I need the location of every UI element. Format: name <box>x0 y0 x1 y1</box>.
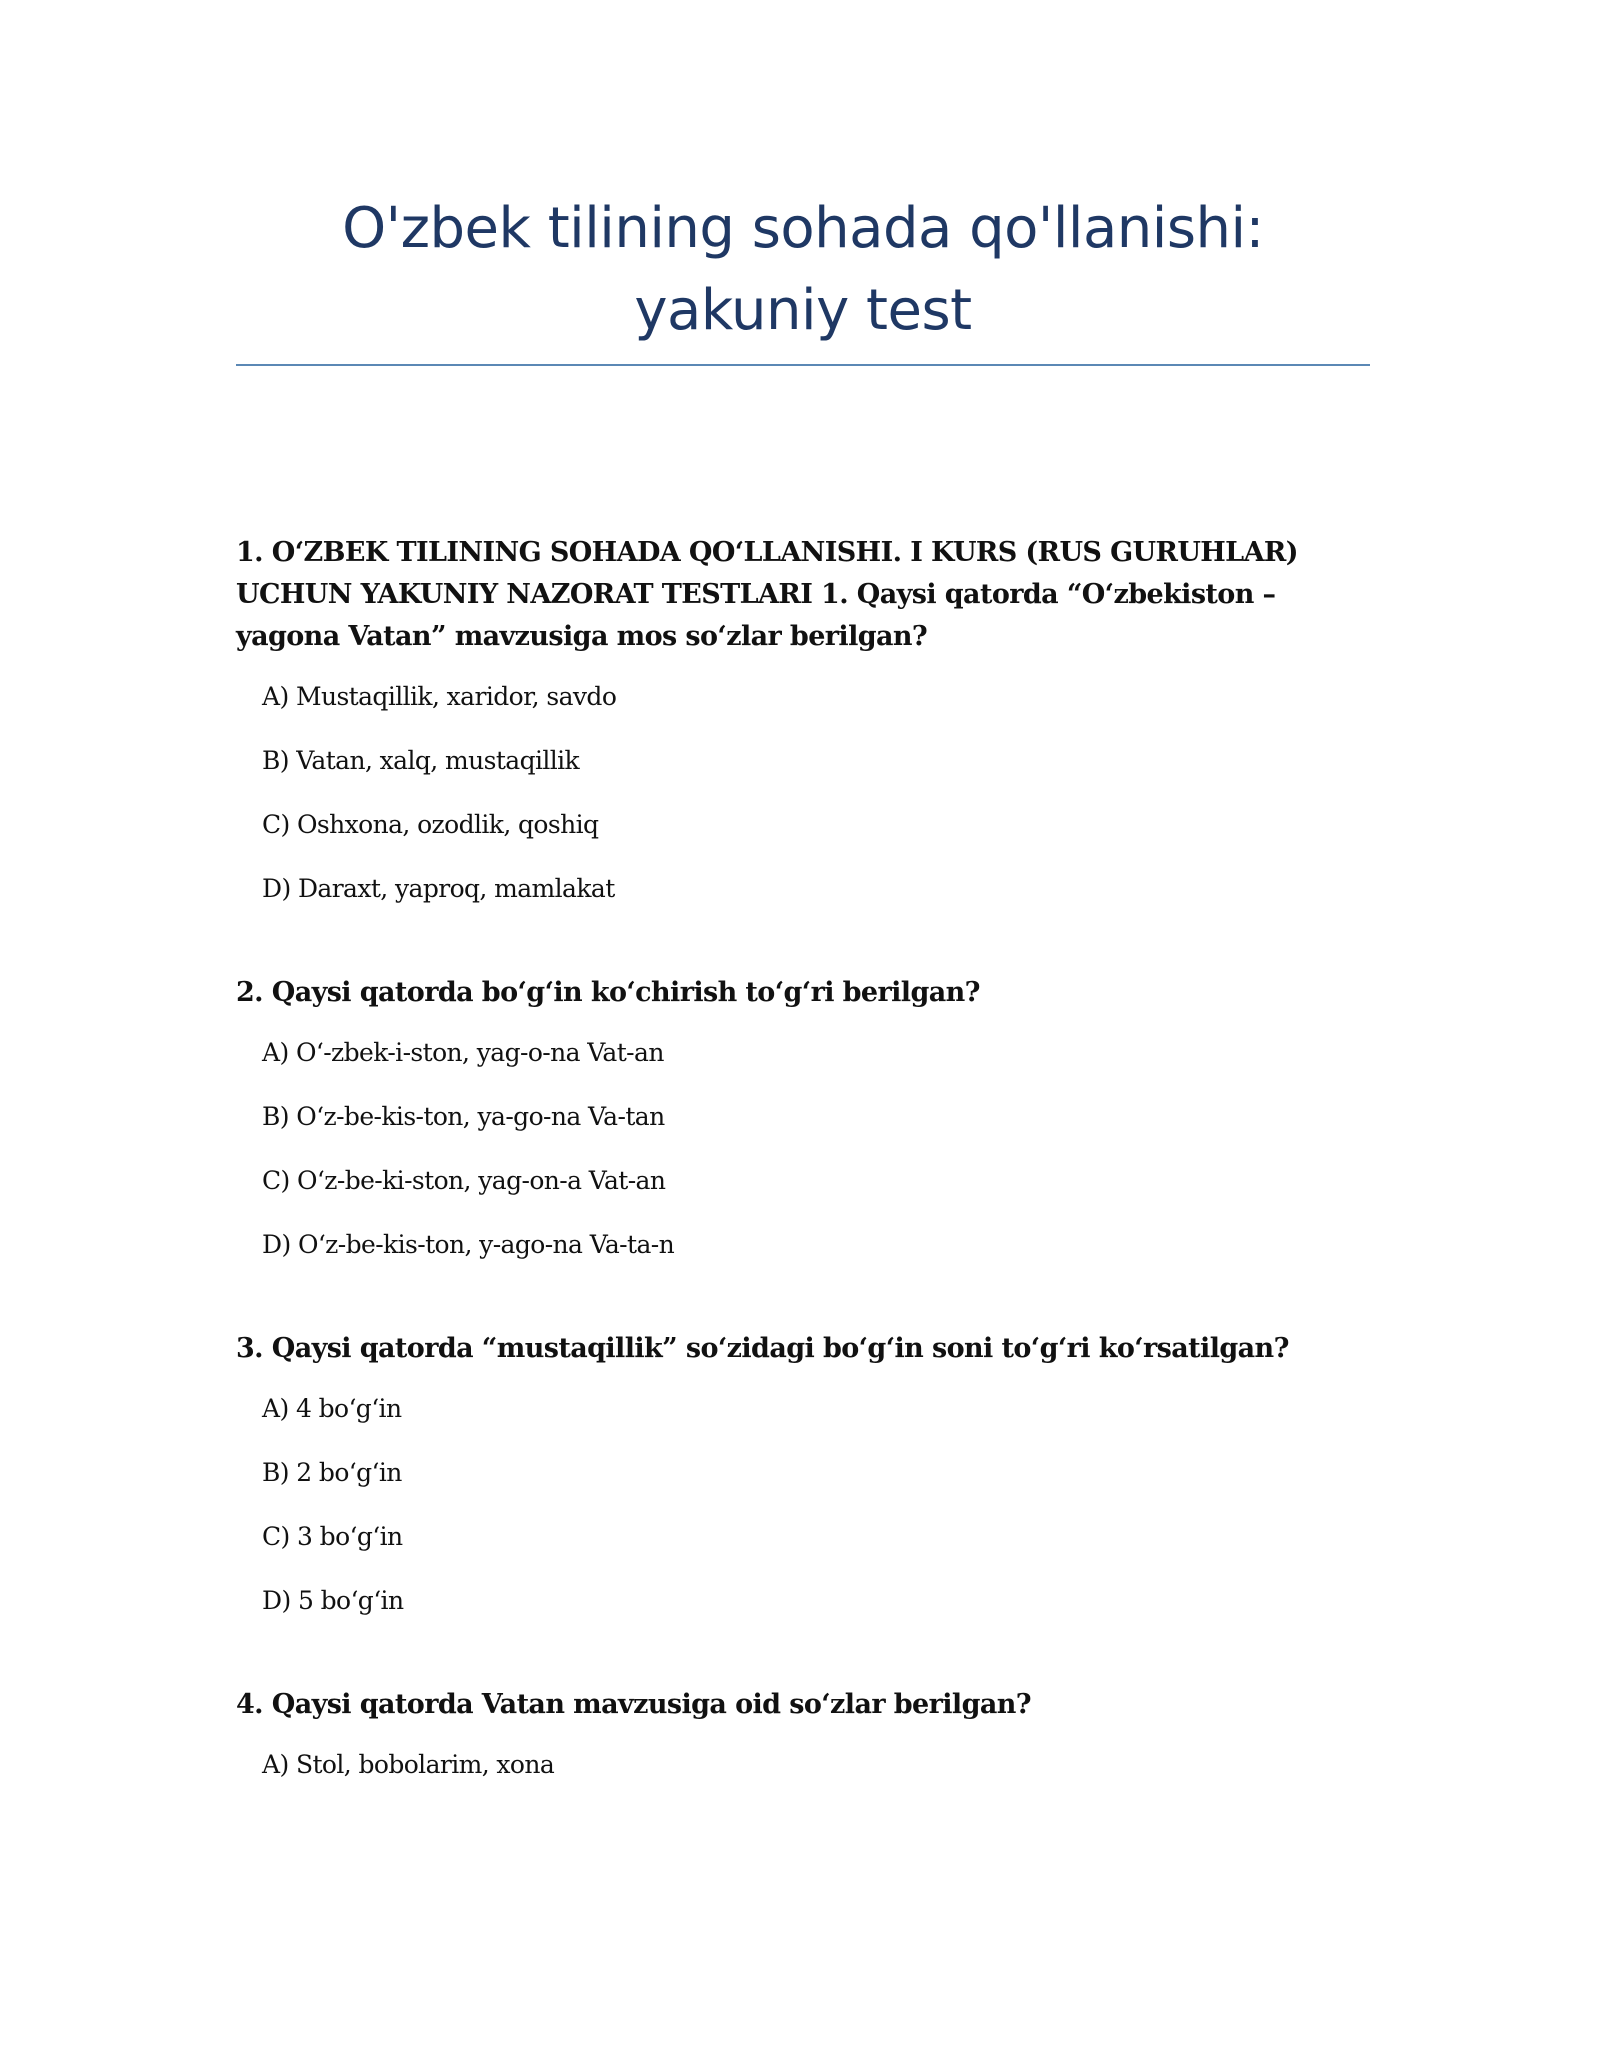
question-4-option-a: A) Stol, bobolarim, xona <box>262 1750 555 1779</box>
question-2 <box>236 972 1370 1266</box>
document-title <box>236 188 1370 352</box>
question-1-text: 1. O‘ZBEK TILINING SOHADA QO‘LLANISHI. I KURS (RUS GURUHLAR) UCHUN YAKUNIY NAZORAT TESTLARI 1. Qaysi qatorda “O‘zbekiston – yagona Vatan” mavzusiga mos so‘zlar berilgan? <box>236 537 1298 652</box>
question-3-options <box>236 1388 1370 1622</box>
question-3-option-c: C) 3 bo‘g‘in <box>262 1522 403 1551</box>
question-4-options <box>236 1744 1370 1786</box>
title-block <box>236 188 1370 352</box>
question-1 <box>236 532 1370 910</box>
document-title-line-2: yakuniy test <box>634 278 972 343</box>
question-2-option-a: A) O‘-zbek-i-ston, yag-o-na Vat-an <box>262 1038 664 1067</box>
question-3 <box>236 1328 1370 1622</box>
document-title-line-1: O'zbek tilining sohada qo'llanishi: <box>342 196 1264 261</box>
question-2-option-c: C) O‘z-be-ki-ston, yag-on-a Vat-an <box>262 1166 666 1195</box>
question-2-options <box>236 1032 1370 1266</box>
question-2-text: 2. Qaysi qatorda bo‘g‘in ko‘chirish to‘g‘ri berilgan? <box>236 977 980 1008</box>
question-1-option-a: A) Mustaqillik, xaridor, savdo <box>262 682 617 711</box>
question-2-option-d: D) O‘z-be-kis-ton, y-ago-na Va-ta-n <box>262 1230 675 1259</box>
question-3-option-d: D) 5 bo‘g‘in <box>262 1586 404 1615</box>
question-3-text: 3. Qaysi qatorda “mustaqillik” so‘zidagi bo‘g‘in soni to‘g‘ri ko‘rsatilgan? <box>236 1333 1289 1364</box>
question-1-option-c: C) Oshxona, ozodlik, qoshiq <box>262 810 599 839</box>
question-4 <box>236 1684 1370 1786</box>
question-1-option-d: D) Daraxt, yaproq, mamlakat <box>262 874 615 903</box>
question-1-option-b: B) Vatan, xalq, mustaqillik <box>262 746 580 775</box>
title-divider <box>236 364 1370 366</box>
question-2-option-b: B) O‘z-be-kis-ton, ya-go-na Va-tan <box>262 1102 665 1131</box>
question-3-option-a: A) 4 bo‘g‘in <box>262 1394 402 1423</box>
question-3-option-b: B) 2 bo‘g‘in <box>262 1458 402 1487</box>
question-4-text: 4. Qaysi qatorda Vatan mavzusiga oid so‘zlar berilgan? <box>236 1689 1031 1720</box>
question-list <box>236 532 1370 1848</box>
question-1-options <box>236 676 1370 910</box>
